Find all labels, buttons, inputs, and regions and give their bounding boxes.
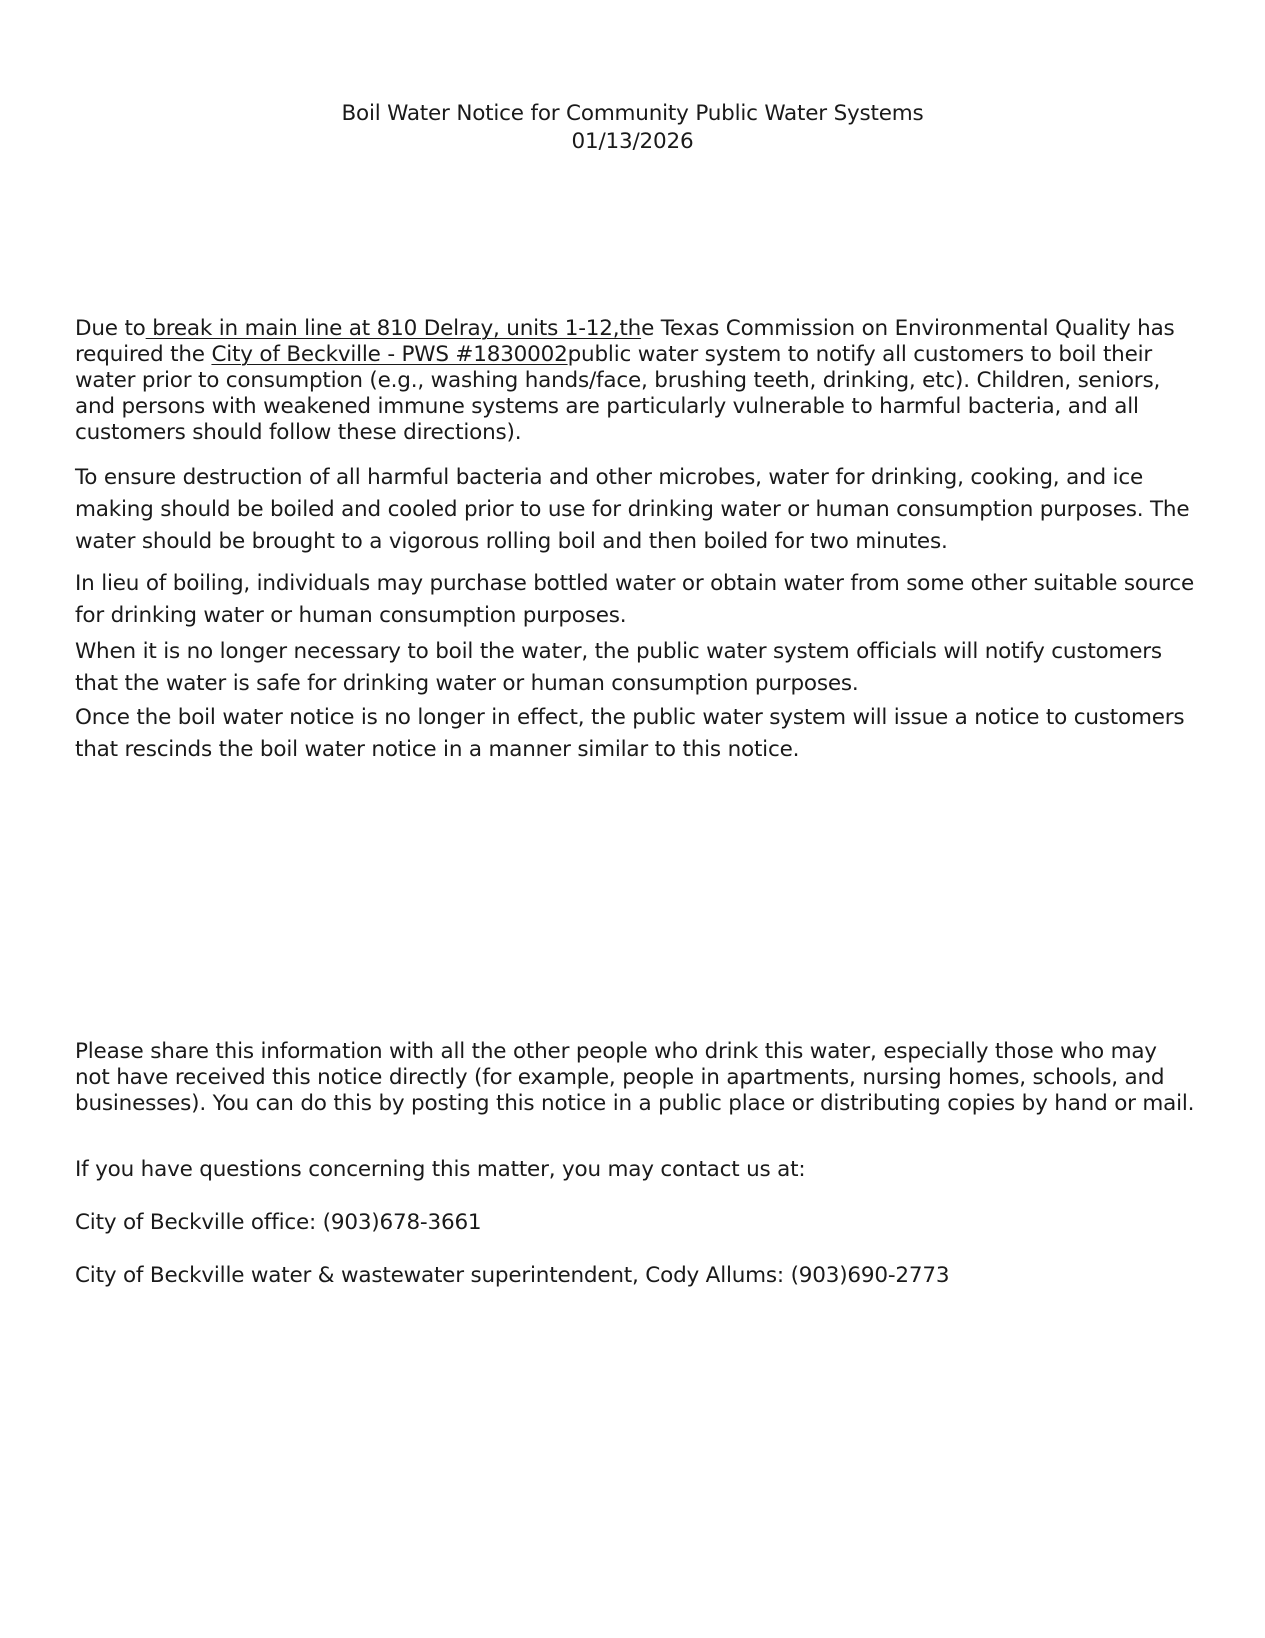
- cause-agency: e Texas Commission on Environmental Quality has required the: [75, 316, 1175, 367]
- cause-rest: public water system to notify all customers to boil their water prior to consumption (e.g., washing hands/face, brushing teeth, drinking, etc). Children, seniors, and persons with weakened immune systems are particularly vulnerable to harmful bacteria, and all customers should follow these directions).: [75, 342, 1161, 445]
- notice-header: [0, 100, 1265, 156]
- paragraph-boil-instructions: To ensure destruction of all harmful bacteria and other microbes, water for drinking, cooking, and ice making should be boiled and cooled prior to use for drinking water or human consumption purposes. The water should be brought to a vigorous rolling boil and then boiled for two minutes.: [75, 465, 1190, 554]
- paragraph-no-longer-necessary: When it is no longer necessary to boil the water, the public water system officials will notify customers that the water is safe for drinking water or human consumption purposes.: [75, 639, 1162, 696]
- paragraph-cause: [75, 316, 1195, 446]
- paragraph-bottled-water: In lieu of boiling, individuals may purchase bottled water or obtain water from some other suitable source for drinking water or human consumption purposes.: [75, 571, 1195, 628]
- contact-superintendent: City of Beckville water & wastewater superintendent, Cody Allums: (903)690-2773: [75, 1263, 950, 1288]
- contact-intro: If you have questions concerning this matter, you may contact us at:: [75, 1157, 806, 1182]
- notice-title: Boil Water Notice for Community Public Water Systems: [341, 101, 924, 126]
- paragraph-rescind: Once the boil water notice is no longer in effect, the public water system will issue a notice to customers that rescinds the boil water notice in a manner similar to this notice.: [75, 705, 1185, 762]
- water-system-name: City of Beckville - PWS #1830002: [211, 342, 568, 367]
- notice-date: 01/13/2026: [571, 129, 694, 154]
- paragraph-share-info: Please share this information with all the other people who drink this water, especially those who may not have received this notice directly (for example, people in apartments, nursing homes, schools, and businesses). You can do this by posting this notice in a public place or distributing copies by hand or mail.: [75, 1039, 1195, 1116]
- contact-office: City of Beckville office: (903)678-3661: [75, 1210, 482, 1235]
- cause-event: break in main line at 810 Delray, units 1-12,th: [145, 316, 642, 341]
- cause-intro: Due to: [75, 316, 146, 341]
